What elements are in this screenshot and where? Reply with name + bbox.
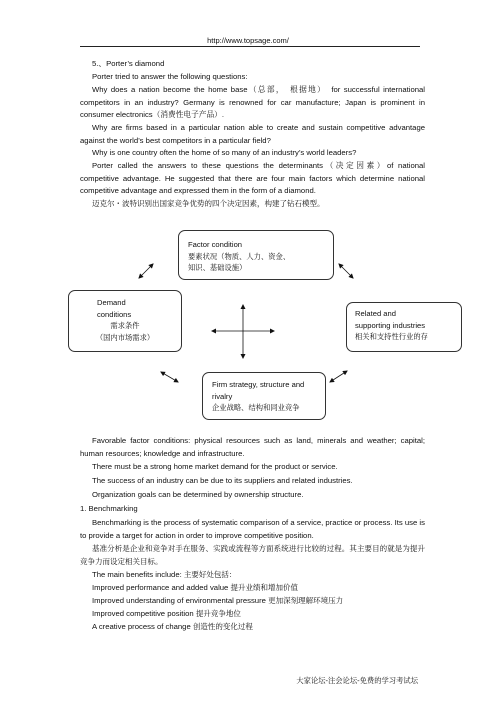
determinants-paragraph: Porter called the answers to these questions the determinants（决定因素）of national competitive advantage. He suggested that there are four main factors which determine national competitive advantage and expressed them in the form of a diamond. [80,161,425,195]
benefits-heading [92,569,425,582]
arrow-factor-related [339,264,353,278]
benefit-item [92,595,425,608]
arrow-firm-related [330,371,347,382]
question-3: Why is one country often the home of so many of an industry’s world leaders? [92,148,357,157]
point-ownership: Organization goals can be determined by ownership structure. [92,490,304,499]
factor-condition-label: Factor condition [188,240,243,249]
section-title: 5.、Porter’s diamond [92,59,165,68]
benefit-item-en: Improved understanding of environmental pressure [92,596,266,605]
related-industries-label-2: supporting industries [355,320,426,330]
benefits-heading-en: The main benefits include: [92,570,182,579]
factor-condition-chinese-2: 知识、基础设施） [188,263,247,272]
question-2: Why are firms based in a particular nation able to create and sustain competitive advantage against the world’s best competitors in a particular field? [80,123,425,145]
benefit-item [92,582,425,595]
benefits-heading-cn: 主要好处包括： [183,570,237,579]
benefit-item-cn: 提升业绩和增加价值 [230,583,298,592]
benefit-item-en: Improved competitive position [92,609,194,618]
benefit-item-cn: 创造性的变化过程 [192,622,253,631]
benchmarking-title: 1. Benchmarking [80,504,138,513]
demand-conditions-label-1: Demand [97,298,126,307]
benefit-item [92,608,425,621]
benefit-item-en: A creative process of change [92,622,191,631]
point-related: The success of an industry can be due to its suppliers and related industries. [92,476,353,485]
arrow-demand-firm [161,372,178,382]
related-industries-label-1: Related and [355,309,396,318]
demand-conditions-chinese-1: 需求条件 [110,321,140,330]
benchmarking-definition: Benchmarking is the process of systematic comparison of a service, practice or process. Its use is to provide a target for action in order to improve competitive position. [80,518,425,540]
benefit-item-en: Improved performance and added value [92,583,229,592]
footer-text: 大家论坛-注会论坛-免费的学习考试坛 [296,676,418,685]
arrow-demand-factor [139,264,153,278]
benefit-item-cn: 更加深刻理解环境压力 [268,596,344,605]
firm-strategy-chinese: 企业战略、结构和同业竞争 [212,403,300,412]
firm-strategy-label-1: Firm strategy, structure and [212,380,305,389]
header-url[interactable]: http://www.topsage.com/ [207,36,289,45]
benchmarking-definition-chinese: 基准分析是企业和竞争对手在服务、实践或流程等方面系统进行比较的过程。其主要目的就是为提升竞争力而设定相关目标。 [80,544,425,566]
demand-conditions-chinese-2: （国内市场需求） [95,332,155,342]
demand-conditions-label-2: conditions [97,309,132,319]
benefit-item [92,621,425,634]
question-1: Why does a nation become the home base（总部， 根据地） for successful international competitors in an industry? Germany is renowned for car manufacture; Japan is prominent in consumer electronics（消费性电子产品）. [80,85,425,119]
firm-strategy-label-2: rivalry [212,391,233,401]
point-demand: There must be a strong home market demand for the product or service. [92,462,338,471]
related-industries-chinese: 相关和支持性行业的存 [355,332,428,341]
determinants-chinese: 迈克尔・波特识别出国家竞争优势的四个决定因素，构建了钻石模型。 [92,199,325,208]
benefit-item-cn: 提升竞争地位 [195,609,241,618]
point-factor-conditions: Favorable factor conditions: physical resources such as land, minerals and weather; capital; human resources; knowledge and infrastructure. [80,436,425,458]
intro-text: Porter tried to answer the following questions: [92,72,248,81]
factor-condition-chinese-1: 要素状况（物质、人力、资金、 [188,251,291,261]
